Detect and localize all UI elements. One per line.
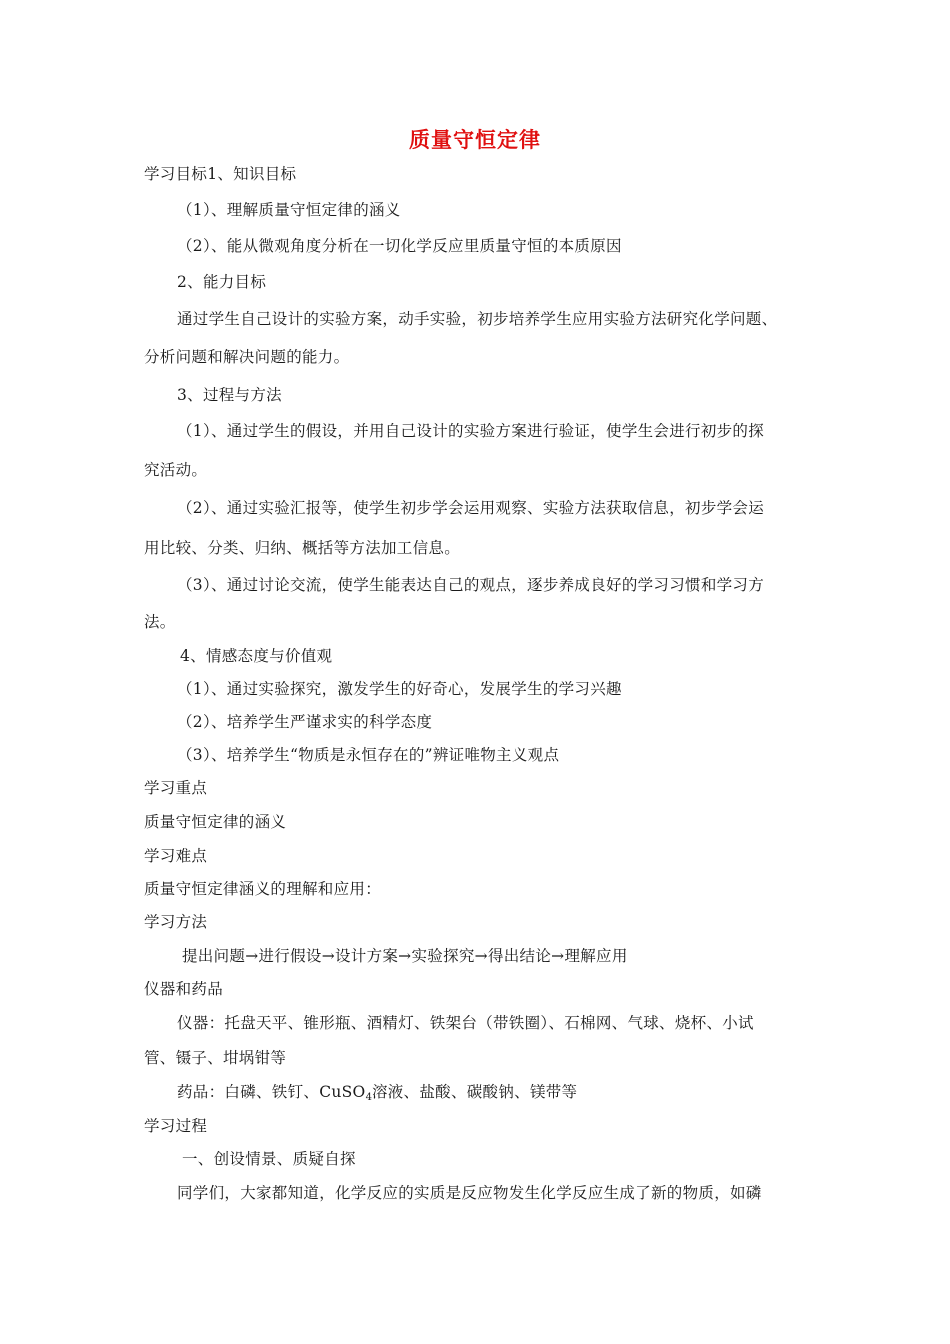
drugs-line-subscript: 4 bbox=[365, 1092, 372, 1103]
section-heading: 学习重点 bbox=[144, 779, 208, 797]
paragraph-line: 究活动。 bbox=[144, 461, 208, 479]
paragraph-line: （3）、通过讨论交流，使学生能表达自己的观点，逐步养成良好的学习习惯和学习方 bbox=[177, 576, 765, 594]
paragraph-line: 通过学生自己设计的实验方案，动手实验，初步培养学生应用实验方法研究化学问题、 bbox=[177, 310, 778, 328]
section-heading-objectives: 学习目标1、知识目标 bbox=[144, 165, 297, 183]
paragraph-line: 分析问题和解决问题的能力。 bbox=[144, 348, 350, 366]
paragraph-line: 提出问题→进行假设→设计方案→实验探究→得出结论→理解应用 bbox=[182, 947, 628, 965]
paragraph-line: （2）、能从微观角度分析在一切化学反应里质量守恒的本质原因 bbox=[177, 237, 622, 255]
paragraph-line: 用比较、分类、归纳、概括等方法加工信息。 bbox=[144, 539, 461, 557]
paragraph-line: （1）、理解质量守恒定律的涵义 bbox=[177, 201, 401, 219]
section-subheading: 2、能力目标 bbox=[177, 273, 267, 291]
paragraph-line: 法。 bbox=[144, 613, 176, 631]
paragraph-line: 质量守恒定律的涵义 bbox=[144, 813, 287, 831]
section-subheading: 3、过程与方法 bbox=[177, 386, 282, 404]
paragraph-line: （2）、通过实验汇报等，使学生初步学会运用观察、实验方法获取信息，初步学会运 bbox=[177, 499, 765, 517]
drugs-line bbox=[177, 1082, 577, 1108]
drugs-line-suffix: 溶液、盐酸、碳酸钠、镁带等 bbox=[371, 1083, 578, 1101]
section-heading: 仪器和药品 bbox=[144, 980, 224, 998]
paragraph-line: 仪器：托盘天平、锥形瓶、酒精灯、铁架台（带铁圈）、石棉网、气球、烧杯、小试 bbox=[177, 1014, 754, 1032]
paragraph-line: （1）、通过学生的假设，并用自己设计的实验方案进行验证，使学生会进行初步的探 bbox=[177, 422, 765, 440]
paragraph-line: 同学们，大家都知道，化学反应的实质是反应物发生化学反应生成了新的物质，如磷 bbox=[177, 1184, 762, 1202]
paragraph-line: （3）、培养学生“物质是永恒存在的”辨证唯物主义观点 bbox=[177, 746, 560, 764]
section-subheading: 4、情感态度与价值观 bbox=[180, 647, 333, 665]
section-heading: 学习难点 bbox=[144, 847, 208, 865]
document-title: 质量守恒定律 bbox=[409, 127, 541, 152]
paragraph-line: （1）、通过实验探究，激发学生的好奇心，发展学生的学习兴趣 bbox=[177, 680, 622, 698]
section-subheading: 一、创设情景、质疑自探 bbox=[182, 1150, 356, 1168]
section-heading: 学习方法 bbox=[144, 913, 208, 931]
paragraph-line: 管、镊子、坩埚钳等 bbox=[144, 1049, 287, 1067]
paragraph-line: 质量守恒定律涵义的理解和应用： bbox=[144, 880, 382, 898]
section-heading: 学习过程 bbox=[144, 1117, 208, 1135]
drugs-line-prefix: 药品：白磷、铁钉、CuSO bbox=[177, 1083, 366, 1101]
paragraph-line: （2）、培养学生严谨求实的科学态度 bbox=[177, 713, 433, 731]
